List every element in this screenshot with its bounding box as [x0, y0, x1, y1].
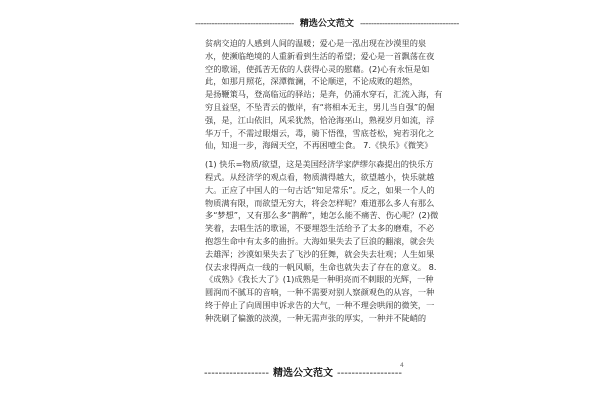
body-line: 笑着，去唱生活的歌谣，不要埋怨生活给予了太多的磨难，不必	[205, 223, 435, 234]
body-line: 穷且益坚，不坠青云的傲岸，有“将相本无主，男儿当自强”的倔	[205, 101, 435, 112]
body-line: 空的歌谣，使孤苦无依的人获得心灵的慰藉。(2)心有永恒是如	[205, 63, 430, 74]
body-line: 程式。从经济学的观点看，物质满得越大，欲望越小，快乐就越	[205, 171, 435, 182]
body-line: 多“梦想”，又有那么多“鹊醉”，她怎么能不痛苦、伤心呢？(2)微	[205, 210, 439, 221]
body-line: 抱怨生命中有太多的曲折。大海如果失去了巨浪的翻滚，就会失	[205, 235, 435, 246]
page-header	[195, 17, 459, 31]
body-line: 水，使濒临绝境的人重新看到生活的希望；爱心是一首飘荡在夜	[205, 50, 435, 61]
body-line: 去雄浑；沙漠如果失去了飞沙的狂舞，就会失去壮观；人生如果	[205, 248, 435, 259]
body-line: 此，如那月照花，深潭微澜，不论顺逆，不论成败的超然，	[205, 76, 418, 87]
body-line: 大。正应了中国人的一句古话“知足常乐”。反之，如果一个人的	[205, 184, 435, 195]
body-line: 物质满有限，而欲望无穷大，将会怎样呢？难道那么多人有那么	[205, 197, 435, 208]
body-line: 终于停止了向周围申诉求告的大气，一种不理会哄闹的微笑，一	[205, 299, 435, 310]
document-body	[205, 37, 443, 325]
body-line: 强，是，江山依旧，风采犹然，恰沧海巫山，熟视岁月如流，浮	[205, 114, 435, 125]
page-number: 4	[400, 362, 404, 369]
footer-dashes-left: ------------------	[204, 368, 269, 379]
body-line: 种洗刷了偏激的淡漠，一种无需声张的厚实，一种并不陡峭的	[205, 312, 427, 323]
header-dashes-right: ------------------------------------	[359, 19, 459, 29]
body-line: 圆润而不腻耳的音响，一种不需要对别人察颜观色的从容，一种	[205, 287, 435, 298]
body-line: 是扬鞭策马，登高临远的驿站；是奔，仍涌水穿石，汇流入海，有	[205, 89, 443, 100]
body-line: (1) 快乐=物质/欲望，这是美国经济学家萨缪尔森提出的快乐方	[205, 159, 434, 170]
body-line: 华万千，不需过眼烟云，毒，骑下悟徨，雪底苍松，宛若羽化之	[205, 127, 435, 138]
body-line: 仙，知退一步，海阔天空，不再困噎尘食。 7.《快乐》《微笑》	[205, 140, 433, 151]
body-line: 贫病交迫的人感到人间的温暖；爱心是一泓出现在沙漠里的泉	[205, 38, 427, 48]
body-line: 《成熟》《我长大了》(1)成熟是一种明亮而不刺眼的光辉，一种	[205, 274, 434, 285]
body-line: 仅去求得两点一线的一帆风顺，生命也就失去了存在的意义。 8.	[205, 261, 437, 272]
footer-dashes-right: ------------------	[337, 368, 402, 379]
page-footer	[203, 367, 403, 381]
header-dashes-left: ------------------------------------	[195, 19, 294, 29]
header-title: 精选公文范文	[299, 19, 354, 29]
footer-title: 精选公文范文	[273, 368, 333, 379]
